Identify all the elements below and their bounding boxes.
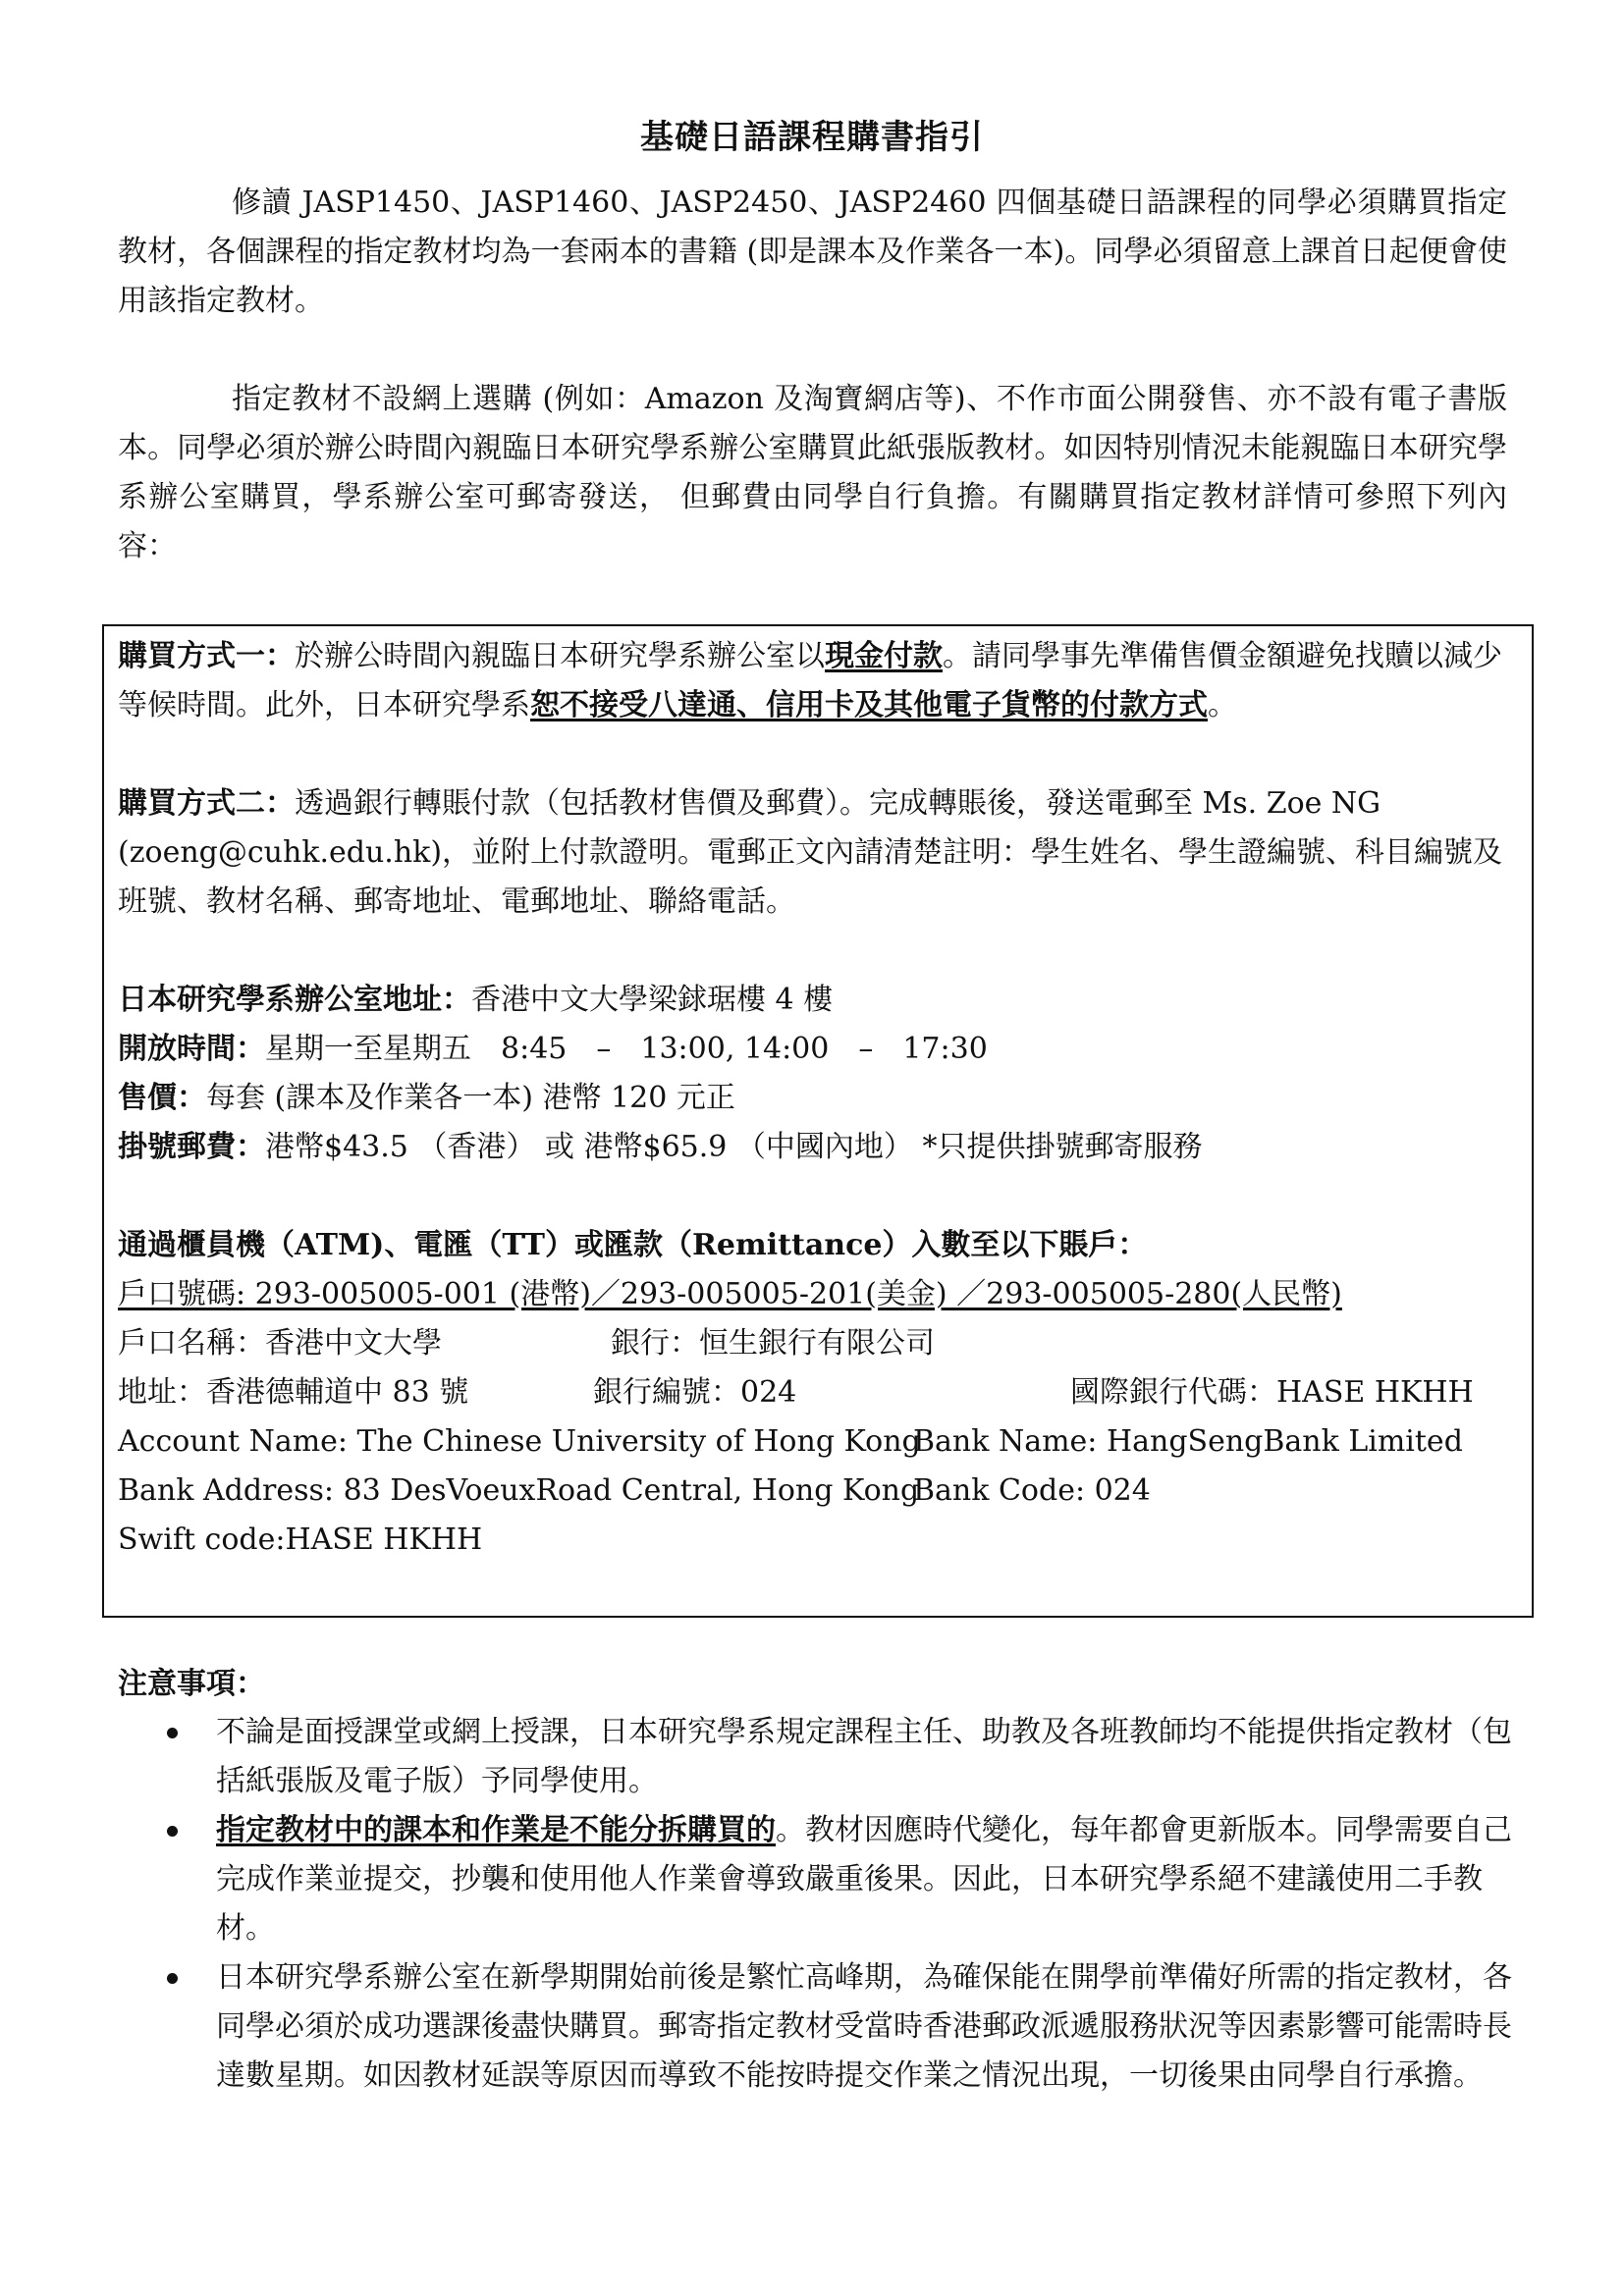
note-1: 不論是面授課堂或網上授課，日本研究學系規定課程主任、助教及各班教師均不能提供指定教材（包括紙張版及電子版）予同學使用。: [216, 1715, 1512, 1798]
method-1-text-e: 。: [1208, 688, 1237, 722]
list-item: [167, 1708, 1512, 1806]
page-title: 基礎日語課程購書指引: [640, 118, 984, 157]
price-value: 每套 (課本及作業各一本) 港幣 120 元正: [206, 1081, 735, 1115]
bank-address-zh: 地址：香港德輔道中 83 號: [118, 1375, 469, 1410]
bank-name-zh: 銀行：恒生銀行有限公司: [611, 1326, 935, 1361]
account-name-zh: 戶口名稱：香港中文大學: [118, 1326, 442, 1361]
swift-code-zh: 國際銀行代碼：HASE HKHH: [1070, 1375, 1474, 1410]
bank-code-en: Bank Code: 024: [913, 1473, 1151, 1508]
opening-hours-label: 開放時間：: [118, 1032, 265, 1066]
office-address-value: 香港中文大學梁銶琚樓 4 樓: [471, 983, 834, 1017]
method-1-label: 購買方式一：: [118, 639, 295, 673]
postage-value: 港幣$43.5 （香港） 或 港幣$65.9 （中國內地） *只提供掛號郵寄服務: [265, 1130, 1203, 1164]
notes-title: 注意事項：: [118, 1667, 265, 1701]
price: [118, 1074, 1532, 1123]
list-item: [167, 1806, 1512, 1953]
bullet-icon: [167, 1973, 178, 1984]
bullet-icon: [167, 1826, 178, 1837]
bullet-icon: [167, 1728, 178, 1738]
method-2-text: 透過銀行轉賬付款（包括教材售價及郵費）。完成轉賬後，發送電郵至 Ms. Zoe NG (zoeng@cuhk.edu.hk)，並附上付款證明。電郵正文內請清楚註明：學生姓名、學生證編號、科目編號及班號、教材名稱、郵寄地址、電郵地址、聯絡電話。: [118, 786, 1503, 919]
purchase-method-1: [118, 632, 1512, 730]
method-1-no-octopus: 恕不接受八達通、信用卡及其他電子貨幣的付款方式: [530, 688, 1208, 722]
postage: [118, 1123, 1532, 1172]
note-2-bold: 指定教材中的課本和作業是不能分拆購買的: [216, 1813, 776, 1847]
opening-hours: [118, 1025, 1532, 1074]
account-name-en: Account Name: The Chinese University of Hong Kong: [118, 1424, 921, 1459]
notes-list: [167, 1708, 1512, 2101]
swift-code-en: Swift code:HASE HKHH: [118, 1522, 483, 1557]
price-label: 售價：: [118, 1081, 206, 1115]
office-address: [118, 976, 1532, 1025]
postage-label: 掛號郵費：: [118, 1130, 265, 1164]
office-address-label: 日本研究學系辦公室地址：: [118, 983, 471, 1017]
method-1-cash: 現金付款: [825, 639, 943, 673]
bank-code-zh: 銀行編號：024: [593, 1375, 797, 1410]
method-2-label: 購買方式二：: [118, 786, 295, 821]
note-2-rest: 。教材因應時代變化，每年都會更新版本。同學需要自己完成作業並提交，抄襲和使用他人作業會導致嚴重後果。因此，日本研究學系絕不建議使用二手教材。: [216, 1813, 1512, 1946]
intro-paragraph-2: 指定教材不設網上選購 (例如：Amazon 及淘寶網店等)、不作市面公開發售、亦不設有電子書版本。同學必須於辦公時間內親臨日本研究學系辦公室購買此紙張版教材。如因特別情況未能親臨日本研究學系辦公室購買，學系辦公室可郵寄發送， 但郵費由同學自行負擔。有關購買指定教材詳情可參照下列內容：: [118, 382, 1507, 563]
bank-address-en: Bank Address: 83 DesVoeuxRoad Central, Hong Kong: [118, 1473, 920, 1508]
method-1-text-a: 於辦公時間內親臨日本研究學系辦公室以: [295, 639, 825, 673]
method-1-text-c: 。請同學事先準備售價金額避免找贖以減少等候時間。此外，日本研究學系: [118, 639, 1502, 722]
account-numbers: 戶口號碼: 293-005005-001 (港幣)／293-005005-201(美金) ／293-005005-280(人民幣): [118, 1277, 1342, 1311]
bank-heading: 通過櫃員機（ATM)、電匯（TT）或匯款（Remittance）入數至以下賬戶：: [118, 1228, 1148, 1262]
note-3: 日本研究學系辦公室在新學期開始前後是繁忙高峰期，為確保能在開學前準備好所需的指定教材，各同學必須於成功選課後盡快購買。郵寄指定教材受當時香港郵政派遞服務狀況等因素影響可能需時長達數星期。如因教材延誤等原因而導致不能按時提交作業之情況出現，一切後果由同學自行承擔。: [216, 1960, 1512, 2093]
opening-hours-value: 星期一至星期五 8:45 – 13:00, 14:00 – 17:30: [265, 1032, 988, 1066]
bank-name-en: Bank Name: HangSengBank Limited: [913, 1424, 1463, 1459]
list-item: [167, 1953, 1512, 2101]
purchase-method-2: [118, 779, 1512, 927]
intro-paragraph-1: 修讀 JASP1450、JASP1460、JASP2450、JASP2460 四個基礎日語課程的同學必須購買指定教材，各個課程的指定教材均為一套兩本的書籍 (即是課本及作業各一本)。同學必須留意上課首日起便會使用該指定教材。: [118, 186, 1507, 318]
